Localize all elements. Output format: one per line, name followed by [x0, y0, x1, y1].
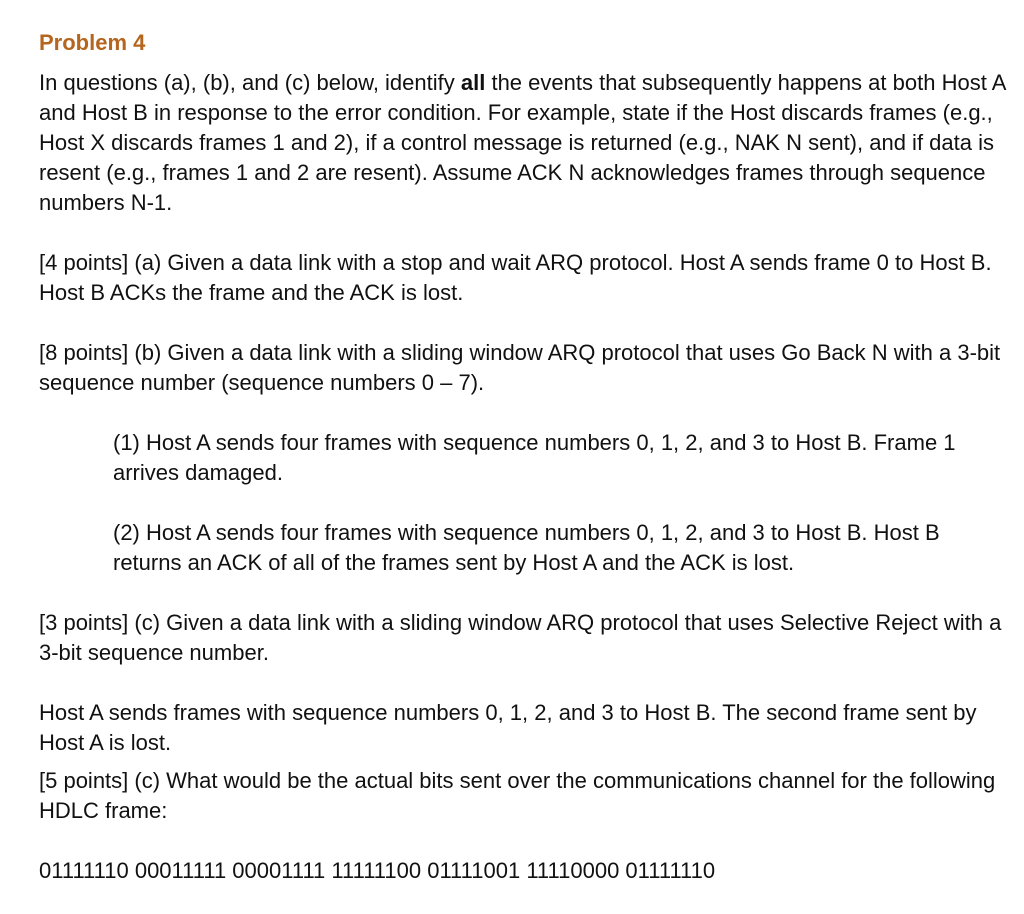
- part-b-scenario-2: (2) Host A sends four frames with sequence numbers 0, 1, 2, and 3 to Host B. Host B returns an ACK of all of the frames sent by Host A and the ACK is lost.: [113, 520, 940, 575]
- hdlc-frame-bits: 01111110 00011111 00001111 11111100 01111001 11110000 01111110: [39, 858, 716, 883]
- intro-bold-word: all: [460, 70, 486, 95]
- part-b-scenario-1: (1) Host A sends four frames with sequence numbers 0, 1, 2, and 3 to Host B. Frame 1 arrives damaged.: [113, 430, 956, 485]
- part-c-question: [3 points] (c) Given a data link with a sliding window ARQ protocol that uses Selective Reject with a 3-bit sequence number.: [39, 610, 1002, 665]
- intro-text-end: the events that subsequently happens at both Host A and Host B in response to the error condition. For example, state if the Host discards frames (e.g., Host X discards frames 1 and 2), if a control message is returned (e.g., NAK N sent), and if data is resent (e.g., frames 1 and 2 are resent). Assume ACK N acknowledges frames through sequence numbers N-1.: [39, 70, 1006, 215]
- problem-title: Problem 4: [39, 30, 146, 55]
- intro-paragraph: [39, 68, 1007, 218]
- intro-text-start: In questions (a), (b), and (c) below, identify: [39, 70, 461, 95]
- part-b-question: [8 points] (b) Given a data link with a sliding window ARQ protocol that uses Go Back N with a 3-bit sequence number (sequence numbers 0 – 7).: [39, 340, 1001, 395]
- part-a-question: [4 points] (a) Given a data link with a stop and wait ARQ protocol. Host A sends frame 0 to Host B. Host B ACKs the frame and the ACK is lost.: [39, 250, 992, 305]
- problem-document: [39, 28, 1007, 886]
- part-c-scenario: Host A sends frames with sequence numbers 0, 1, 2, and 3 to Host B. The second frame sent by Host A is lost.: [39, 700, 977, 755]
- part-c2-question: [5 points] (c) What would be the actual bits sent over the communications channel for the following HDLC frame:: [39, 768, 996, 823]
